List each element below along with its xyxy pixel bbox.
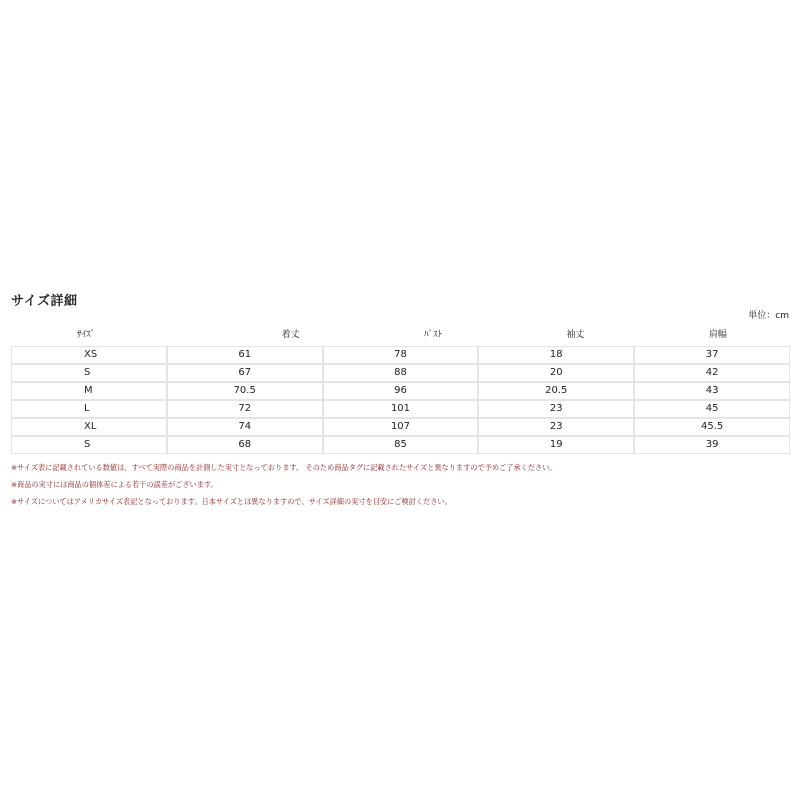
table-cell-sleeve: 20 bbox=[478, 364, 634, 382]
table-row bbox=[11, 400, 790, 418]
table-cell-shoulder: 39 bbox=[634, 436, 790, 454]
table-header bbox=[11, 327, 789, 343]
table-cell-length: 72 bbox=[167, 400, 323, 418]
note-measurement: ※サイズ表に記載されている数値は、すべて実際の商品を計測した実寸となっております。 そのため商品タグに記載されたサイズと異なりますので予めご了承ください。 bbox=[11, 463, 557, 472]
table-cell-size: L bbox=[11, 400, 167, 418]
header-sleeve: 袖丈 bbox=[566, 330, 585, 340]
table-cell-bust: 85 bbox=[323, 436, 479, 454]
notes bbox=[11, 463, 789, 514]
table-row bbox=[11, 436, 790, 454]
table-cell-bust: 107 bbox=[323, 418, 479, 436]
table-cell-size: XS bbox=[11, 346, 167, 364]
header-size: ｻｲｽﾞ bbox=[77, 330, 96, 340]
table-cell-sleeve: 19 bbox=[478, 436, 634, 454]
table-cell-bust: 96 bbox=[323, 382, 479, 400]
table-cell-bust: 101 bbox=[323, 400, 479, 418]
table-cell-shoulder: 42 bbox=[634, 364, 790, 382]
page-title: サイズ詳細 bbox=[11, 294, 78, 309]
table-cell-length: 70.5 bbox=[167, 382, 323, 400]
table-cell-bust: 88 bbox=[323, 364, 479, 382]
table-cell-length: 67 bbox=[167, 364, 323, 382]
note-individual-difference: ※商品の実寸には商品の個体差による若干の誤差がございます。 bbox=[11, 480, 218, 489]
table-row bbox=[11, 382, 790, 400]
table-cell-shoulder: 45 bbox=[634, 400, 790, 418]
table-cell-length: 74 bbox=[167, 418, 323, 436]
table-cell-length: 68 bbox=[167, 436, 323, 454]
note-us-sizing: ※サイズについてはアメリカサイズ表記となっております。日本サイズとは異なりますので、サイズ詳細の実寸を目安にご検討ください。 bbox=[11, 497, 452, 506]
table-row bbox=[11, 418, 790, 436]
size-table bbox=[11, 346, 790, 454]
header-shoulder: 肩幅 bbox=[708, 330, 727, 340]
table-cell-sleeve: 18 bbox=[478, 346, 634, 364]
table-cell-size: XL bbox=[11, 418, 167, 436]
table-cell-length: 61 bbox=[167, 346, 323, 364]
table-cell-bust: 78 bbox=[323, 346, 479, 364]
table-cell-sleeve: 23 bbox=[478, 400, 634, 418]
table-cell-size: S bbox=[11, 364, 167, 382]
table-row bbox=[11, 346, 790, 364]
table-cell-sleeve: 23 bbox=[478, 418, 634, 436]
table-cell-shoulder: 43 bbox=[634, 382, 790, 400]
table-cell-size: S bbox=[11, 436, 167, 454]
header-length: 着丈 bbox=[281, 330, 300, 340]
table-cell-shoulder: 37 bbox=[634, 346, 790, 364]
table-cell-size: M bbox=[11, 382, 167, 400]
table-cell-sleeve: 20.5 bbox=[478, 382, 634, 400]
unit-label: 単位：cm bbox=[748, 311, 789, 321]
header-bust: ﾊﾞｽﾄ bbox=[424, 330, 443, 340]
table-cell-shoulder: 45.5 bbox=[634, 418, 790, 436]
table-row bbox=[11, 364, 790, 382]
